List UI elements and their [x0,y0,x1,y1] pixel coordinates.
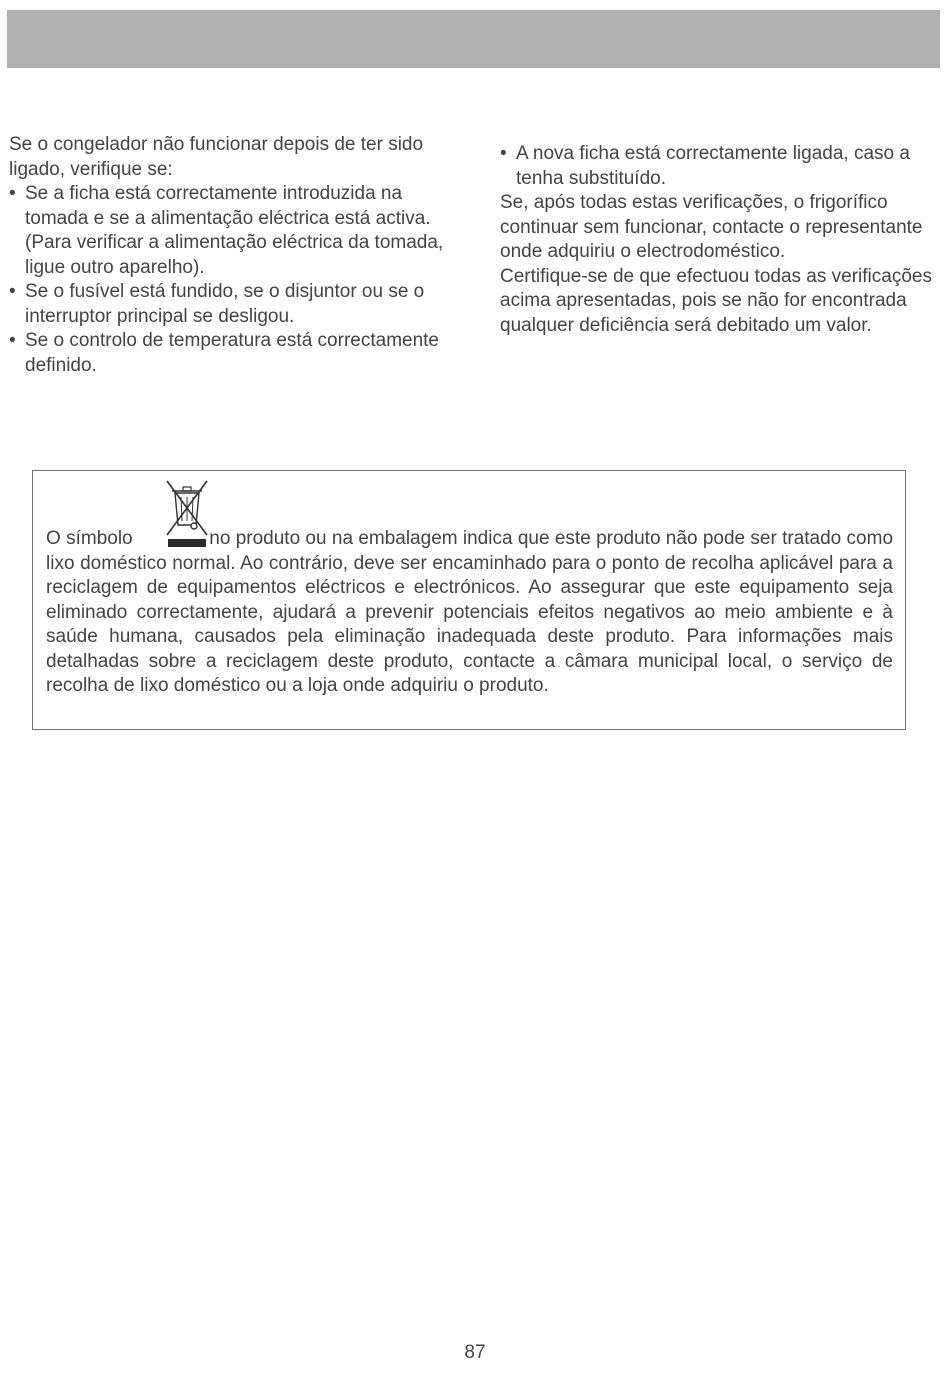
bullet-icon: • [500,143,507,164]
checklist-item [9,280,459,329]
warning-paragraph: Certifique-se de que efectuou todas as verificações acima apresentadas, pois se não for encontrada qualquer deficiência será debitado um valor. [500,265,932,336]
header-bar [7,10,940,68]
bullet-icon: • [9,183,16,204]
symbol-placeholder [138,534,204,544]
right-column [500,142,945,338]
page-number: 87 [464,1342,486,1363]
disposal-notice-text [46,527,893,699]
checklist-item-text: Se o fusível está fundido, se o disjuntor ou se o interruptor principal se desligou. [25,281,425,327]
notice-text-body: no produto ou na embalagem indica que este produto não pode ser tratado como lixo doméstico normal. Ao contrário, deve ser encaminhado para o ponto de recolha aplicável para a reciclagem de equipamentos eléctricos e electrónicos. Ao assegurar que este equipamento seja eliminado correctamente, ajudará a prevenir potenciais efeitos negativos ao meio ambiente e à saúde humana, causados pela eliminação inadequada deste produto. Para informações mais detalhadas sobre a reciclagem deste produto, contacte a câmara municipal local, o serviço de recolha de lixo doméstico ou a loja onde adquiriu o produto. [46,528,894,696]
checklist-item [9,182,459,280]
bullet-icon: • [9,281,16,302]
checklist-item [500,142,945,191]
checklist-item-text: Se o controlo de temperatura está correctamente definido. [25,330,440,376]
notice-text-start: O símbolo [46,528,133,549]
left-column [9,133,459,378]
bullet-icon: • [9,330,16,351]
checklist-item [9,329,459,378]
disposal-notice-box [32,470,906,730]
intro-text: Se o congelador não funcionar depois de ter sido ligado, verifique se: [9,134,424,180]
checklist-item-text: Se a ficha está correctamente introduzida na tomada e se a alimentação eléctrica está activa. (Para verificar a alimentação eléctrica da tomada, ligue outro aparelho). [25,183,444,278]
checklist-item-text: A nova ficha está correctamente ligada, caso a tenha substituído. [516,143,910,189]
support-paragraph: Se, após todas estas verificações, o frigorífico continuar sem funcionar, contacte o representante onde adquiriu o electrodoméstico. [500,192,923,262]
